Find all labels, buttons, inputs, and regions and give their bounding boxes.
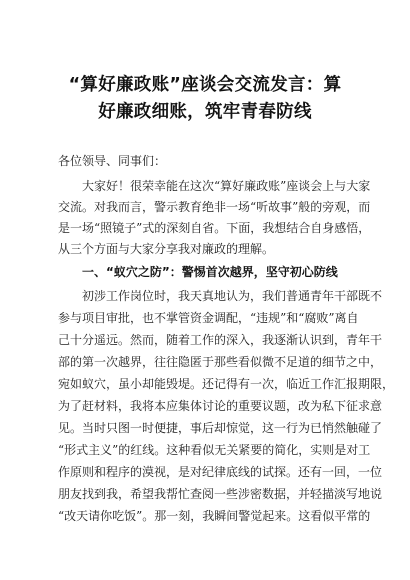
section-line: 作原则和程序的漠视，是对纪律底线的试探。还有一回，一位 xyxy=(58,465,383,479)
section-line: 己十分遥远。然而，随着工作的深入，我逐渐认识到，青年干 xyxy=(58,333,383,347)
section-heading: 一、“蚁穴之防”：警惕首次越界，坚守初心防线 xyxy=(82,265,338,279)
paragraph-line: 大家好！很荣幸能在这次“算好廉政账”座谈会上与大家 xyxy=(82,179,371,193)
document-title-line-2: 好廉政细账，筑牢青春防线 xyxy=(98,102,312,122)
paragraph-line: 交流。对我而言，警示教育绝非一场“听故事”般的旁观，而 xyxy=(58,200,371,214)
salutation: 各位领导、同事们： xyxy=(58,154,167,168)
section-line: 宛如蚁穴，虽小却能毁堤。还记得有一次，临近工作汇报期限， xyxy=(58,377,395,391)
section-line: “改天请你吃饭”。那一刻，我瞬间警觉起来。这看似平常的 xyxy=(58,509,371,523)
section-line: 参与项目审批，也不掌管资金调配，“违规”和“腐败”离自 xyxy=(58,311,359,325)
section-line: 部的第一次越界，往往隐匿于那些看似微不足道的细节之中， xyxy=(58,355,383,369)
paragraph-line: 是一场“照镜子”式的深刻自省。下面，我想结合自身感悟， xyxy=(58,221,371,235)
paragraph-line: 从三个方面与大家分享我对廉政的理解。 xyxy=(58,242,275,256)
section-line: 初涉工作岗位时，我天真地认为，我们普通青年干部既不 xyxy=(82,289,383,303)
section-line: 为了赶材料，我将本应集体讨论的重要议题，改为私下征求意 xyxy=(58,399,383,413)
section-line: 朋友找到我，希望我帮忙查阅一些涉密数据，并轻描淡写地说 xyxy=(58,487,383,501)
document-title-line-1: “算好廉政账”座谈会交流发言：算 xyxy=(68,75,342,95)
section-line: 见。当时只图一时便捷，事后却惊觉，这一行为已悄然触碰了 xyxy=(58,421,383,435)
section-line: “形式主义”的红线。这种看似无关紧要的简化，实则是对工 xyxy=(58,443,371,457)
